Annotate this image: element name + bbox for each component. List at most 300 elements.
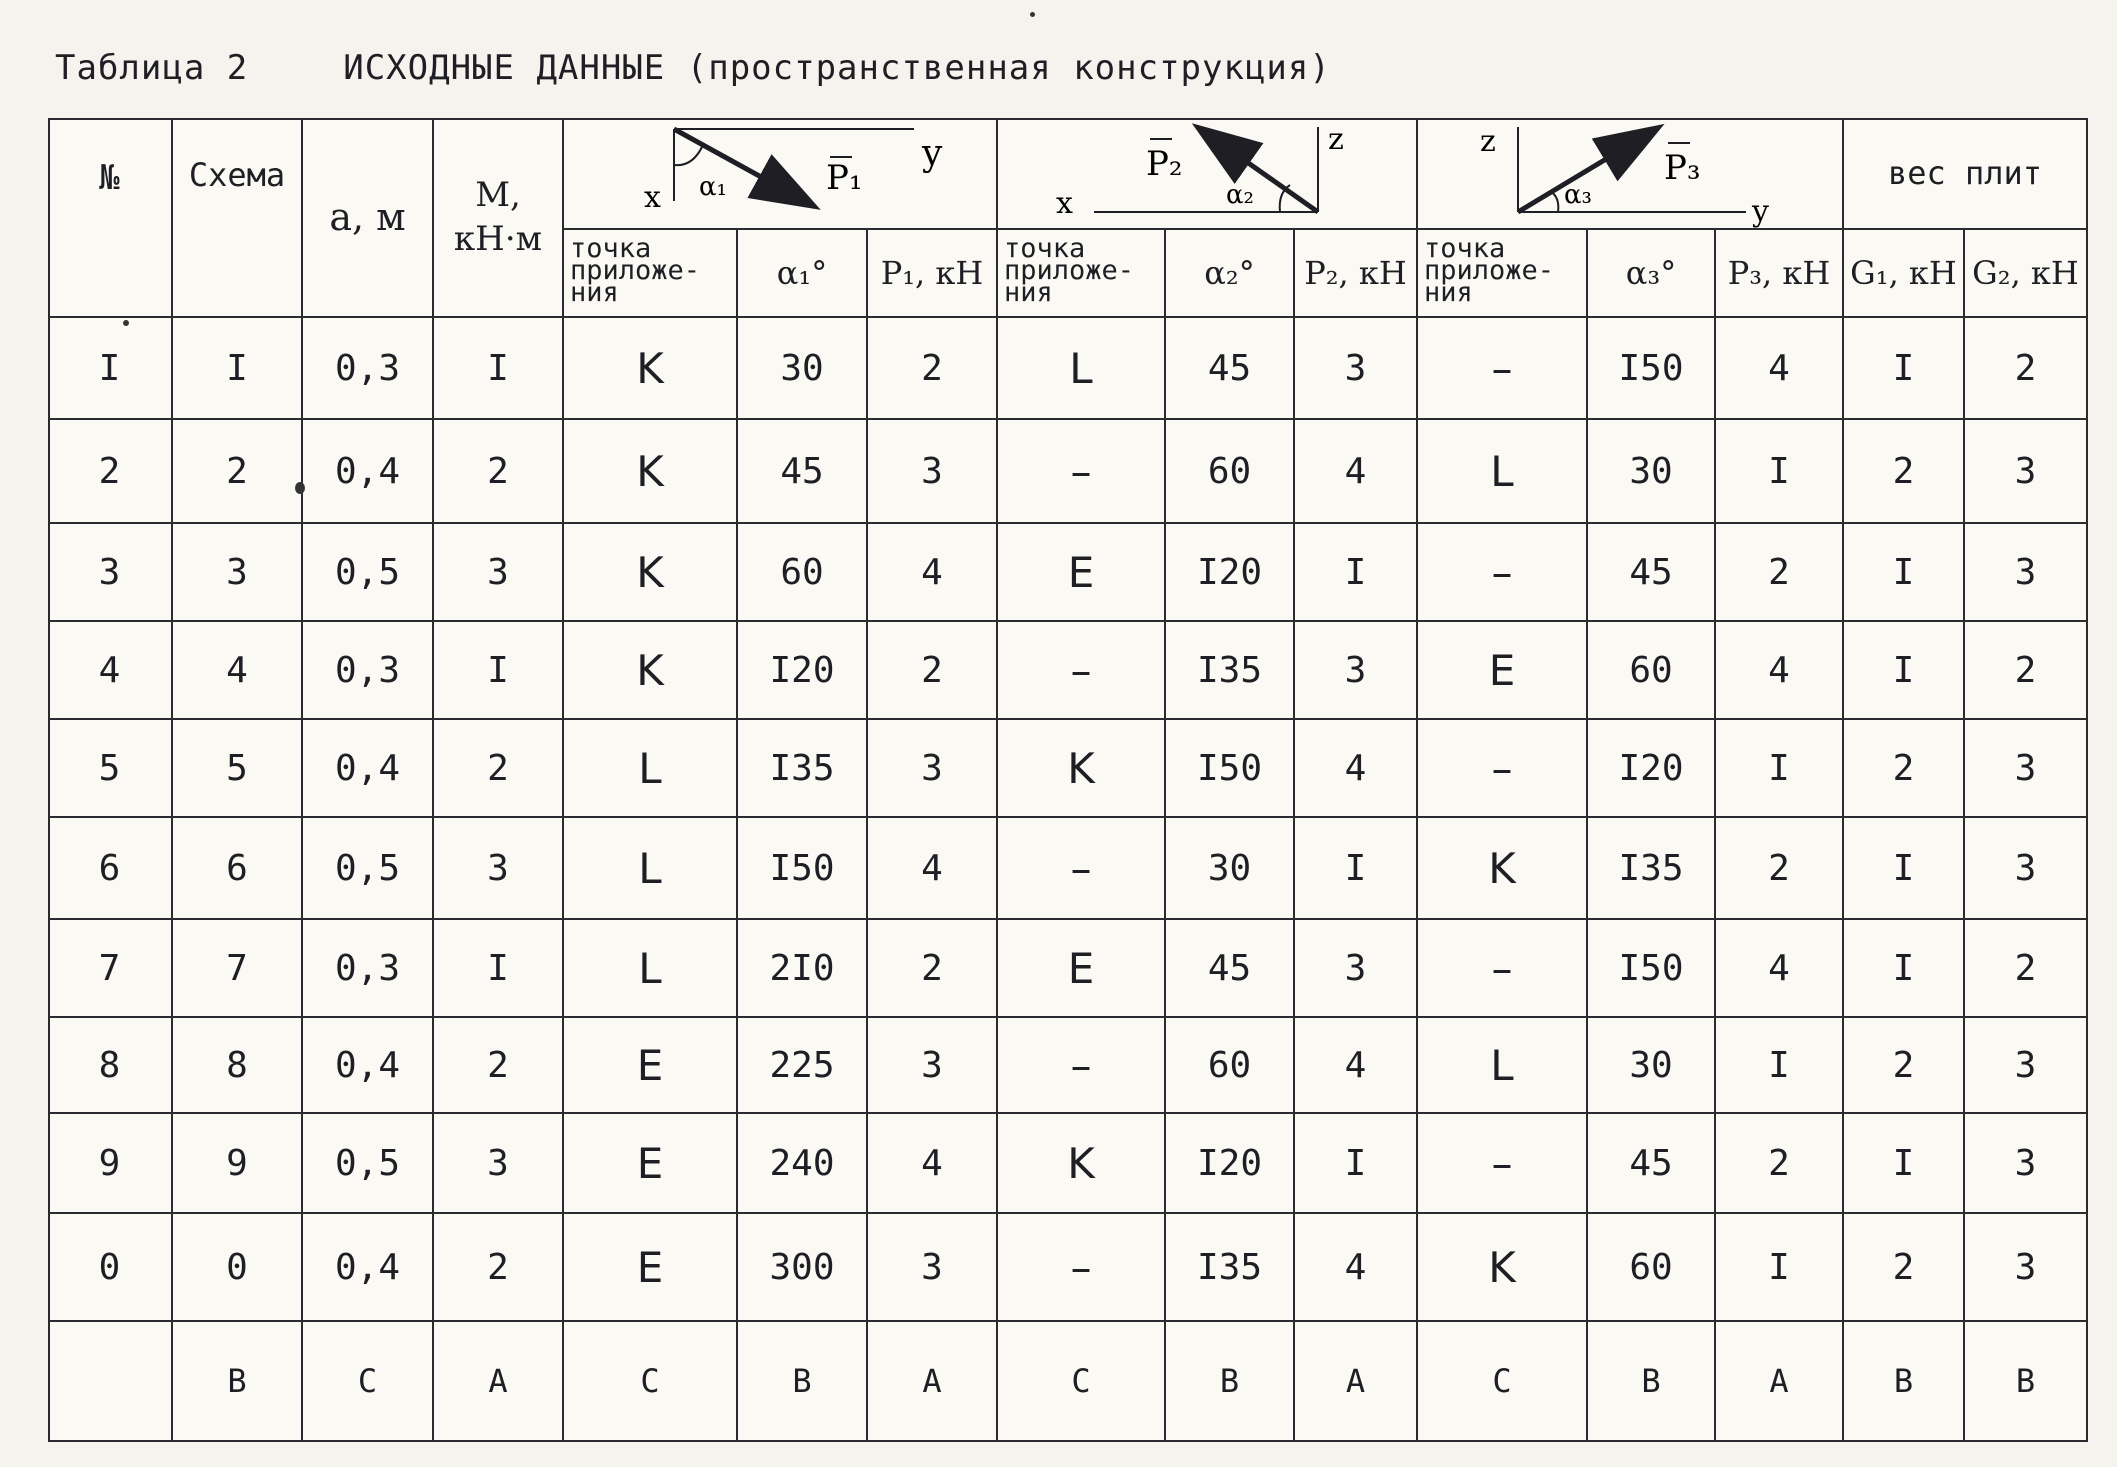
cell-value: 5: [98, 747, 121, 789]
force-diagram: [1418, 117, 1842, 229]
cell-value: I: [1892, 649, 1915, 691]
table-cell: [998, 1018, 1166, 1114]
table-cell: [173, 622, 303, 720]
table-cell: [1295, 818, 1418, 920]
table-cell: [1295, 1018, 1418, 1114]
header-scheme: [173, 118, 303, 318]
table-cell: [1418, 818, 1588, 920]
table-cell: [564, 524, 738, 622]
table-cell: [1716, 1018, 1844, 1114]
table-cell: [1166, 622, 1295, 720]
table-cell: [1588, 318, 1716, 420]
force-diagram: [998, 117, 1416, 229]
cell-value: 3: [1344, 347, 1367, 389]
table-cell: [1166, 1214, 1295, 1322]
table-cell: [1716, 1114, 1844, 1214]
table-cell: [868, 1214, 998, 1322]
cell-value: 3: [98, 551, 121, 593]
cell-value: 3: [2014, 551, 2037, 593]
cell-value: K: [636, 645, 664, 695]
table-cell: [1844, 720, 1965, 818]
footer-cell: [48, 1322, 173, 1442]
table-cell: [564, 318, 738, 420]
table-cell: [868, 1018, 998, 1114]
table-cell: [434, 818, 564, 920]
table-cell: [1588, 920, 1716, 1018]
scan-speck: [1030, 12, 1035, 17]
table-cell: [738, 920, 868, 1018]
cell-value: 2I0: [769, 947, 835, 989]
table-cell: [1418, 720, 1588, 818]
table-cell: [1166, 920, 1295, 1018]
table-title: ИСХОДНЫЕ ДАННЫЕ (пространственная конструкция): [343, 48, 1331, 88]
cell-value: 2: [921, 649, 943, 691]
cell-value: 5: [226, 747, 248, 789]
table-cell: [738, 1018, 868, 1114]
cell-value: 3: [921, 450, 943, 492]
table-cell: [48, 420, 173, 524]
cell-value: –: [1070, 1040, 1092, 1090]
cell-value: 2: [921, 347, 943, 389]
table-cell: [173, 1018, 303, 1114]
cell-value: 2: [487, 1246, 509, 1288]
footer-cell: [434, 1322, 564, 1442]
table-cell: [1295, 524, 1418, 622]
table-cell: [998, 1214, 1166, 1322]
force-p3: P₃: [1664, 148, 1701, 188]
table-cell: [738, 1114, 868, 1214]
subheader-P3-8: [1716, 230, 1844, 318]
cell-value: 0,4: [334, 1246, 401, 1288]
cell-value: I: [226, 347, 248, 389]
table-cell: [1588, 1214, 1716, 1322]
subheader-label: точка приложе- ния: [570, 233, 701, 308]
footer-cell: [1965, 1322, 2088, 1442]
cell-value: 3: [487, 847, 509, 889]
cell-value: K: [1067, 743, 1095, 793]
cell-value: 0,5: [334, 551, 401, 593]
cell-value: K: [1488, 843, 1516, 893]
cell-value: 4: [921, 551, 943, 593]
table-cell: [1844, 920, 1965, 1018]
cell-value: E: [636, 1040, 664, 1090]
table-cell: [1295, 920, 1418, 1018]
table-cell: [1295, 1114, 1418, 1214]
table-cell: [1295, 720, 1418, 818]
table-cell: [48, 920, 173, 1018]
table-cell: [48, 1018, 173, 1114]
cell-value: I: [1892, 347, 1915, 389]
table-cell: [1716, 622, 1844, 720]
table-cell: [1418, 920, 1588, 1018]
header-diagram-p2: [998, 118, 1418, 230]
cell-value: –: [1491, 943, 1513, 993]
table-cell: [1588, 818, 1716, 920]
footer-value: A: [488, 1362, 508, 1400]
cell-value: 0: [98, 1246, 121, 1288]
subheader-P2-5: [1295, 230, 1418, 318]
table-cell: [1844, 1214, 1965, 1322]
table-cell: [173, 920, 303, 1018]
table-cell: [303, 818, 434, 920]
table-cell: [1716, 524, 1844, 622]
table-cell: [48, 720, 173, 818]
cell-value: I50: [1618, 347, 1684, 389]
cell-value: 4: [1344, 1246, 1367, 1288]
cell-value: 45: [780, 450, 824, 492]
table-cell: [998, 420, 1166, 524]
table-cell: [1588, 720, 1716, 818]
table-cell: [173, 818, 303, 920]
cell-value: I35: [769, 747, 835, 789]
footer-cell: [1588, 1322, 1716, 1442]
force-diagram: [564, 117, 996, 229]
cell-value: 300: [769, 1246, 835, 1288]
table-cell: [434, 720, 564, 818]
table-cell: [303, 1214, 434, 1322]
cell-value: 30: [1629, 1044, 1673, 1086]
table-cell: [1844, 318, 1965, 420]
cell-value: 0,3: [334, 947, 401, 989]
cell-value: K: [636, 547, 664, 597]
cell-value: 2: [1768, 551, 1790, 593]
table-cell: [173, 720, 303, 818]
cell-value: 2: [1892, 1246, 1915, 1288]
cell-value: K: [1067, 1138, 1095, 1188]
cell-value: I: [1892, 1142, 1915, 1184]
cell-value: 7: [226, 947, 248, 989]
table-cell: [48, 524, 173, 622]
cell-value: L: [1490, 446, 1514, 496]
table-cell: [173, 318, 303, 420]
cell-value: –: [1491, 343, 1513, 393]
header-scheme-label: Схема: [188, 156, 286, 194]
footer-cell: [1716, 1322, 1844, 1442]
cell-value: 2: [226, 450, 248, 492]
axis-x: x: [1056, 186, 1073, 221]
subheader-label: точка приложе- ния: [1424, 233, 1555, 308]
table-cell: [434, 318, 564, 420]
table-number: Таблица 2: [55, 48, 249, 88]
table-cell: [1166, 318, 1295, 420]
cell-value: 60: [1207, 450, 1252, 492]
table-cell: [1418, 622, 1588, 720]
cell-value: –: [1070, 645, 1092, 695]
cell-value: 3: [2014, 1246, 2037, 1288]
table-cell: [303, 1018, 434, 1114]
subheader-G1-9: [1844, 230, 1965, 318]
cell-value: 0,3: [334, 649, 401, 691]
cell-value: –: [1491, 743, 1513, 793]
subheader-label: α₂°: [1204, 254, 1255, 292]
cell-value: 0,5: [334, 1142, 401, 1184]
cell-value: 2: [2014, 649, 2037, 691]
cell-value: 0,5: [334, 847, 401, 889]
table-cell: [868, 818, 998, 920]
table-cell: [434, 1114, 564, 1214]
table-cell: [1588, 524, 1716, 622]
table-cell: [1844, 1114, 1965, 1214]
table-cell: [1295, 622, 1418, 720]
cell-value: 2: [1768, 847, 1790, 889]
cell-value: I50: [769, 847, 835, 889]
footer-value: A: [922, 1362, 942, 1400]
table-cell: [1844, 818, 1965, 920]
cell-value: 4: [1344, 450, 1367, 492]
table-cell: [1166, 524, 1295, 622]
subheader-point_label-6: [1418, 230, 1588, 318]
cell-value: K: [636, 446, 664, 496]
footer-value: A: [1345, 1362, 1366, 1400]
cell-value: 4: [1768, 649, 1790, 691]
cell-value: I: [1768, 1246, 1790, 1288]
table-cell: [738, 1214, 868, 1322]
table-cell: [868, 920, 998, 1018]
table-cell: [868, 318, 998, 420]
table-cell: [1418, 1214, 1588, 1322]
table-cell: [303, 524, 434, 622]
header-number: [48, 118, 173, 318]
table-cell: [173, 420, 303, 524]
table-cell: [564, 622, 738, 720]
cell-value: 4: [921, 1142, 943, 1184]
cell-value: I50: [1618, 947, 1684, 989]
cell-value: 2: [487, 747, 509, 789]
subheader-point_label-0: [564, 230, 738, 318]
cell-value: 3: [2014, 847, 2037, 889]
table-cell: [48, 1214, 173, 1322]
table-cell: [998, 720, 1166, 818]
footer-value: A: [1769, 1362, 1789, 1400]
table-cell: [1166, 420, 1295, 524]
table-frame-top: [48, 118, 2088, 120]
table-cell: [738, 622, 868, 720]
footer-value: B: [227, 1362, 247, 1400]
table-cell: [48, 818, 173, 920]
table-cell: [1716, 420, 1844, 524]
table-cell: [173, 1114, 303, 1214]
footer-cell: [1844, 1322, 1965, 1442]
cell-value: L: [638, 843, 662, 893]
footer-value: B: [1893, 1362, 1914, 1400]
cell-value: 3: [487, 551, 509, 593]
cell-value: 3: [1344, 649, 1367, 691]
table-cell: [868, 1114, 998, 1214]
table-cell: [998, 622, 1166, 720]
table-cell: [564, 920, 738, 1018]
table-cell: [1166, 1018, 1295, 1114]
table-cell: [1716, 720, 1844, 818]
force-p2: P₂: [1146, 144, 1183, 184]
table-cell: [998, 920, 1166, 1018]
cell-value: 3: [921, 1044, 943, 1086]
cell-value: I: [1768, 1044, 1790, 1086]
cell-value: I: [1768, 450, 1790, 492]
table-cell: [303, 318, 434, 420]
table-cell: [1166, 1114, 1295, 1214]
table-cell: [564, 1114, 738, 1214]
cell-value: 0: [226, 1246, 248, 1288]
axis-y: y: [922, 133, 943, 174]
cell-value: L: [638, 943, 662, 993]
cell-value: I: [487, 947, 509, 989]
cell-value: 45: [1629, 551, 1673, 593]
table-cell: [1418, 1114, 1588, 1214]
subheader-label: G₂, кН: [1972, 254, 2079, 292]
cell-value: 2: [1892, 747, 1915, 789]
table-cell: [1844, 524, 1965, 622]
cell-value: I: [1344, 551, 1367, 593]
table-cell: [868, 420, 998, 524]
footer-cell: [1418, 1322, 1588, 1442]
table-cell: [1965, 920, 2088, 1018]
table-cell: [1844, 1018, 1965, 1114]
cell-value: 45: [1207, 347, 1252, 389]
subheader-alpha1-1: [738, 230, 868, 318]
table-cell: [1965, 420, 2088, 524]
cell-value: 2: [921, 947, 943, 989]
cell-value: E: [636, 1138, 664, 1188]
cell-value: 3: [921, 1246, 943, 1288]
table-cell: [1166, 818, 1295, 920]
footer-cell: [868, 1322, 998, 1442]
footer-cell: [173, 1322, 303, 1442]
cell-value: 3: [2014, 450, 2037, 492]
footer-value: B: [792, 1362, 812, 1400]
cell-value: 3: [226, 551, 248, 593]
table-cell: [1716, 818, 1844, 920]
cell-value: I: [1344, 1142, 1367, 1184]
table-cell: [1295, 420, 1418, 524]
table-cell: [434, 524, 564, 622]
cell-value: I20: [769, 649, 835, 691]
table-cell: [738, 524, 868, 622]
table-cell: [1166, 720, 1295, 818]
cell-value: 225: [769, 1044, 835, 1086]
cell-value: I: [1892, 551, 1915, 593]
header-plate-weight: [1844, 118, 2088, 230]
table-cell: [434, 420, 564, 524]
table-cell: [173, 1214, 303, 1322]
header-diagram-p1: [564, 118, 998, 230]
cell-value: 7: [98, 947, 121, 989]
cell-value: E: [636, 1242, 664, 1292]
table-cell: [48, 318, 173, 420]
table-cell: [1418, 1018, 1588, 1114]
cell-value: 4: [226, 649, 248, 691]
footer-cell: [1166, 1322, 1295, 1442]
cell-value: E: [1067, 547, 1095, 597]
table-cell: [1965, 818, 2088, 920]
table-cell: [738, 318, 868, 420]
table-cell: [738, 420, 868, 524]
cell-value: 8: [98, 1044, 121, 1086]
cell-value: –: [1491, 547, 1513, 597]
header-a-label: a, м: [329, 195, 406, 239]
table-cell: [303, 420, 434, 524]
table-cell: [1965, 720, 2088, 818]
axis-x: x: [644, 180, 661, 215]
footer-cell: [564, 1322, 738, 1442]
cell-value: I50: [1196, 747, 1263, 789]
footer-cell: [998, 1322, 1166, 1442]
table-cell: [434, 1018, 564, 1114]
subheader-G2-10: [1965, 230, 2088, 318]
table-cell: [998, 818, 1166, 920]
cell-value: 3: [487, 1142, 509, 1184]
cell-value: 30: [780, 347, 824, 389]
footer-value: B: [2015, 1362, 2036, 1400]
footer-value: B: [1219, 1362, 1240, 1400]
table-cell: [998, 524, 1166, 622]
cell-value: 45: [1207, 947, 1252, 989]
table-cell: [48, 1114, 173, 1214]
axis-z: z: [1480, 124, 1496, 159]
cell-value: 8: [226, 1044, 248, 1086]
table-cell: [868, 720, 998, 818]
cell-value: 2: [2014, 947, 2037, 989]
footer-cell: [1295, 1322, 1418, 1442]
subheader-label: α₃°: [1625, 254, 1677, 292]
table-cell: [434, 1214, 564, 1322]
cell-value: 60: [1629, 649, 1673, 691]
table-cell: [48, 622, 173, 720]
cell-value: 240: [769, 1142, 835, 1184]
subheader-alpha2-4: [1166, 230, 1295, 318]
cell-value: 4: [98, 649, 121, 691]
cell-value: K: [636, 343, 664, 393]
cell-value: 9: [98, 1142, 121, 1184]
cell-value: 2: [98, 450, 121, 492]
angle-alpha1: α₁: [699, 172, 727, 202]
cell-value: 2: [487, 450, 509, 492]
table-cell: [303, 622, 434, 720]
cell-value: 60: [1629, 1246, 1673, 1288]
table-cell: [303, 720, 434, 818]
subheader-alpha3-7: [1588, 230, 1716, 318]
table-cell: [303, 920, 434, 1018]
subheader-label: точка приложе- ния: [1004, 233, 1135, 308]
cell-value: 60: [780, 551, 824, 593]
cell-value: 2: [487, 1044, 509, 1086]
cell-value: 3: [2014, 1142, 2037, 1184]
cell-value: I: [1768, 747, 1790, 789]
angle-alpha3: α₃: [1564, 180, 1592, 210]
footer-value: C: [357, 1362, 378, 1400]
cell-value: I: [487, 649, 509, 691]
cell-value: I: [98, 347, 121, 389]
cell-value: 3: [2014, 747, 2037, 789]
cell-value: I: [1892, 947, 1915, 989]
footer-cell: [303, 1322, 434, 1442]
footer-value: B: [1641, 1362, 1661, 1400]
table-cell: [564, 1214, 738, 1322]
cell-value: –: [1070, 446, 1092, 496]
cell-value: 4: [1344, 1044, 1367, 1086]
table-cell: [564, 818, 738, 920]
header-number-label: №: [99, 158, 120, 198]
cell-value: 4: [1768, 947, 1790, 989]
cell-value: 3: [2014, 1044, 2037, 1086]
table-cell: [868, 524, 998, 622]
table-cell: [1844, 420, 1965, 524]
table-cell: [1716, 1214, 1844, 1322]
header-diagram-p3: [1418, 118, 1844, 230]
cell-value: L: [638, 743, 662, 793]
cell-value: 2: [1892, 450, 1915, 492]
subheader-label: P₂, кН: [1304, 254, 1407, 292]
table-cell: [1965, 1018, 2088, 1114]
